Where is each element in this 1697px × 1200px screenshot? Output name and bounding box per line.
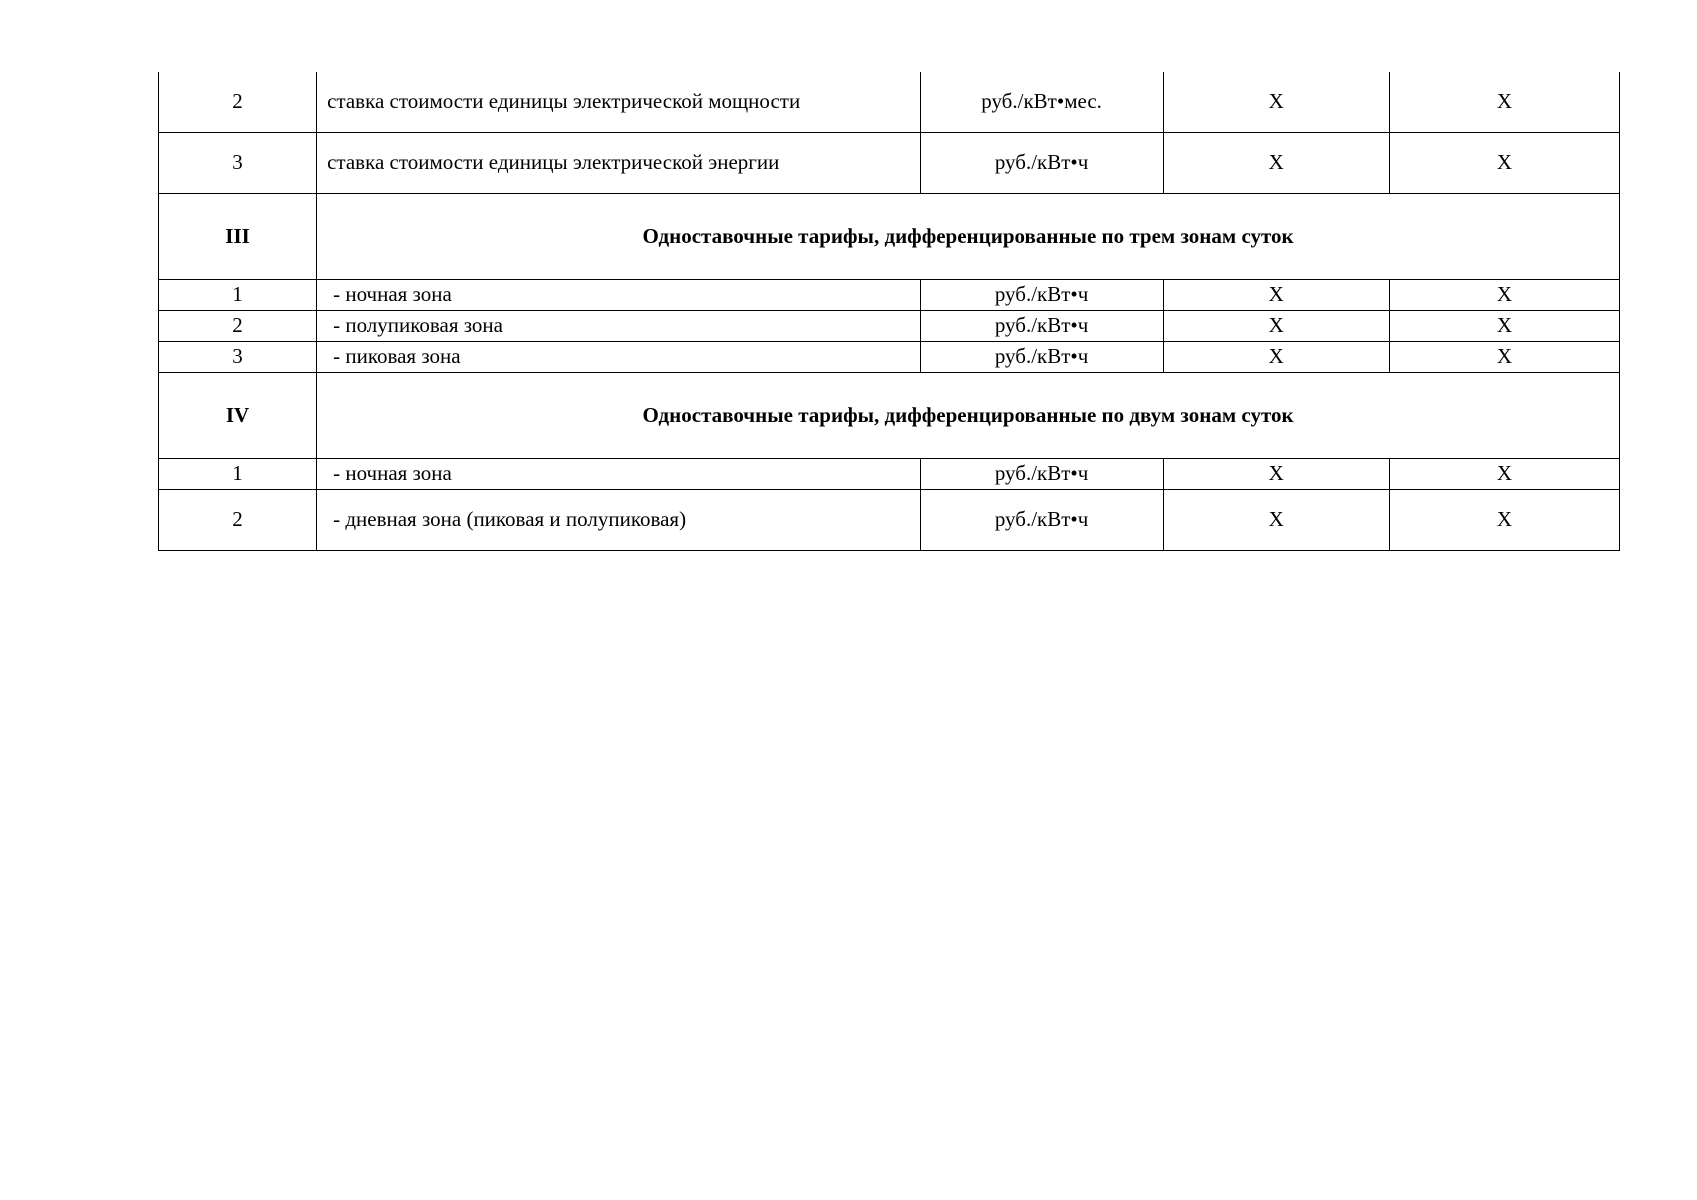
section-title: Одноставочные тарифы, дифференцированные по двум зонам суток: [317, 373, 1620, 459]
row-value-2: Х: [1389, 72, 1619, 133]
row-value-1: Х: [1163, 490, 1389, 551]
row-number: 3: [159, 342, 317, 373]
row-value-2: Х: [1389, 342, 1619, 373]
table-row: [159, 133, 1620, 194]
row-value-1: Х: [1163, 280, 1389, 311]
table-row: [159, 342, 1620, 373]
row-unit: руб./кВт•ч: [920, 342, 1163, 373]
row-name: - полупиковая зона: [317, 311, 920, 342]
row-name: - дневная зона (пиковая и полупиковая): [317, 490, 920, 551]
row-value-2: Х: [1389, 133, 1619, 194]
row-number: 2: [159, 490, 317, 551]
row-value-2: Х: [1389, 459, 1619, 490]
section-header-row: [159, 373, 1620, 459]
row-unit: руб./кВт•ч: [920, 133, 1163, 194]
row-value-1: Х: [1163, 342, 1389, 373]
table-row: [159, 280, 1620, 311]
row-value-2: Х: [1389, 280, 1619, 311]
row-name: ставка стоимости единицы электрической энергии: [317, 133, 920, 194]
section-number: IV: [159, 373, 317, 459]
table-row: [159, 72, 1620, 133]
row-unit: руб./кВт•ч: [920, 280, 1163, 311]
row-name: - ночная зона: [317, 459, 920, 490]
row-unit: руб./кВт•ч: [920, 311, 1163, 342]
section-header-row: [159, 194, 1620, 280]
row-number: 2: [159, 72, 317, 133]
table-row: [159, 459, 1620, 490]
row-number: 1: [159, 459, 317, 490]
row-name: - ночная зона: [317, 280, 920, 311]
row-number: 2: [159, 311, 317, 342]
tariff-table: [158, 72, 1620, 551]
row-value-1: Х: [1163, 311, 1389, 342]
row-unit: руб./кВт•ч: [920, 459, 1163, 490]
row-name: ставка стоимости единицы электрической мощности: [317, 72, 920, 133]
row-number: 3: [159, 133, 317, 194]
row-value-1: Х: [1163, 72, 1389, 133]
row-unit: руб./кВт•ч: [920, 490, 1163, 551]
row-value-1: Х: [1163, 133, 1389, 194]
row-value-1: Х: [1163, 459, 1389, 490]
table-row: [159, 311, 1620, 342]
row-value-2: Х: [1389, 311, 1619, 342]
section-title: Одноставочные тарифы, дифференцированные по трем зонам суток: [317, 194, 1620, 280]
table-row: [159, 490, 1620, 551]
row-unit: руб./кВт•мес.: [920, 72, 1163, 133]
row-number: 1: [159, 280, 317, 311]
row-value-2: Х: [1389, 490, 1619, 551]
row-name: - пиковая зона: [317, 342, 920, 373]
section-number: III: [159, 194, 317, 280]
